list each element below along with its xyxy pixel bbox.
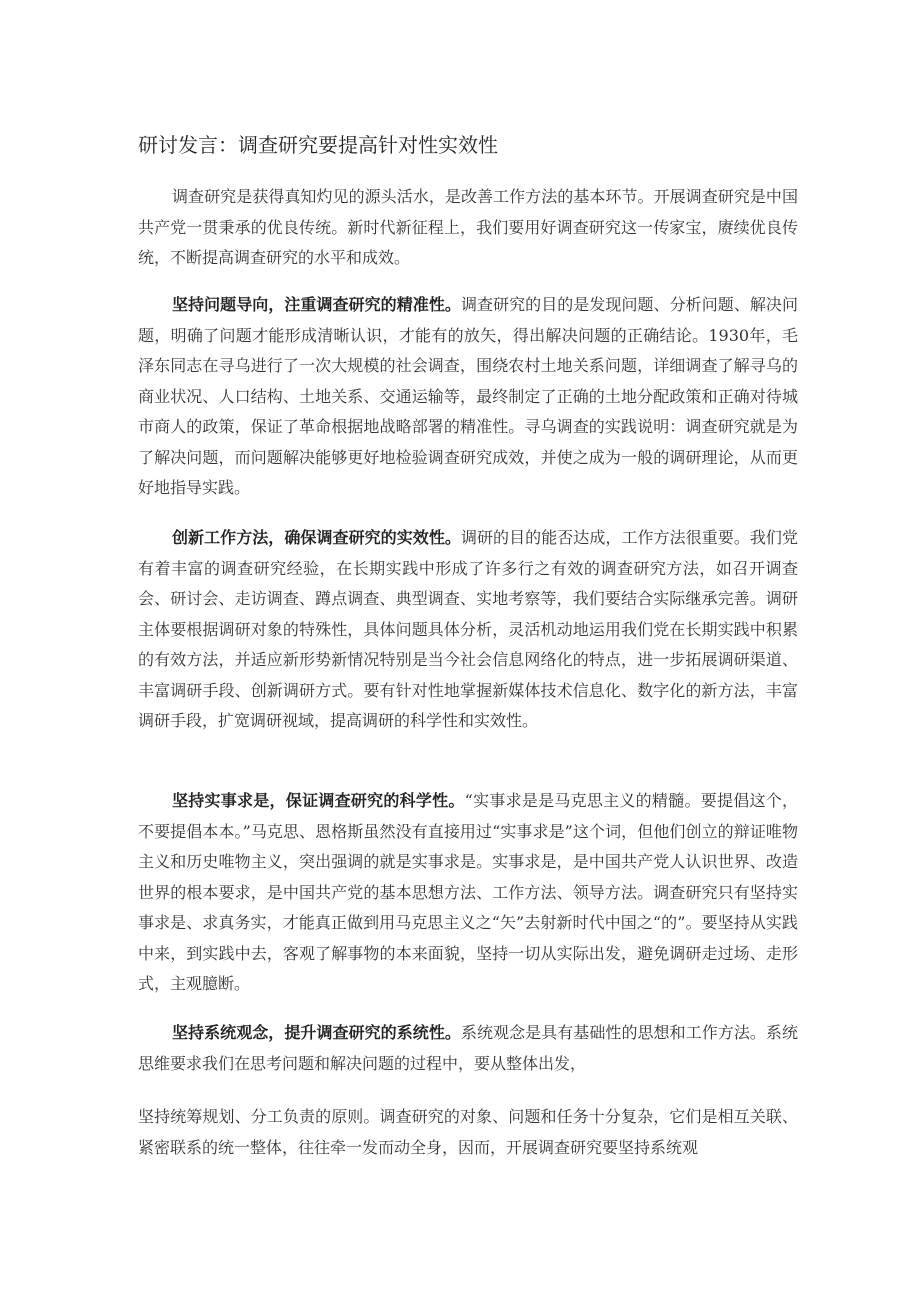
document-title: 研讨发言：调查研究要提高针对性实效性 xyxy=(138,133,498,157)
paragraph-text: 坚持统筹规划、分工负责的原则。调查研究的对象、问题和任务十分复杂，它们是相互关联、紧密联系的统一整体，往往牵一发而动全身，因而，开展调查研究要坚持系统观 xyxy=(138,1107,798,1157)
paragraph-text: 调查研究的目的是发现问题、分析问题、解决问题，明确了问题才能形成清晰认识，才能有的放矢，得出解决问题的正确结论。1930年，毛泽东同志在寻乌进行了一次大规模的社会调查，围绕农村土地关系问题，详细调查了解寻乌的商业状况、人口结构、土地关系、交通运输等，最终制定了正确的土地分配政策和正确对待城市商人的政策，保证了革命根据地战略部署的精准性。寻乌调查的实践说明：调查研究就是为了解决问题，而问题解决能够更好地检验调查研究成效，并使之成为一般的调研理论，从而更好地指导实践。 xyxy=(138,295,798,497)
paragraph-text: “实事求是是马克思主义的精髓。要提倡这个，不要提倡本本。”马克思、恩格斯虽然没有直接用过“实事求是”这个词，但他们创立的辩证唯物主义和历史唯物主义，突出强调的就是实事求是。实事求是，是中国共产党人认识世界、改造世界的根本要求，是中国共产党的基本思想方法、工作方法、领导方法。调查研究只有坚持实事求是、求真务实，才能真正做到用马克思主义之“矢”去射新时代中国之“的”。要坚持从实践中来，到实践中去，客观了解事物的本来面貌，坚持一切从实际出发，避免调研走过场、走形式，主观臆断。 xyxy=(138,791,798,993)
paragraph-system-view xyxy=(138,1018,798,1079)
paragraph-problem-orientation xyxy=(138,290,798,504)
paragraph-lead: 坚持系统观念，提升调查研究的系统性。 xyxy=(172,1023,461,1042)
paragraph-lead: 坚持问题导向，注重调查研究的精准性。 xyxy=(172,295,461,314)
paragraph-intro xyxy=(138,182,798,274)
paragraph-text: 系统观念是具有基础性的思想和工作方法。系统思维要求我们在思考问题和解决问题的过程中，要从整体出发， xyxy=(138,1023,798,1073)
paragraph-seek-truth xyxy=(138,786,798,1000)
paragraph-text: 调查研究是获得真知灼见的源头活水，是改善工作方法的基本环节。开展调查研究是中国共产党一贯秉承的优良传统。新时代新征程上，我们要用好调查研究这一传家宝，赓续优良传统，不断提高调查研究的水平和成效。 xyxy=(138,187,798,267)
paragraph-continuation xyxy=(138,1102,798,1163)
paragraph-text: 调研的目的能否达成，工作方法很重要。我们党有着丰富的调查研究经验，在长期实践中形成了许多行之有效的调查研究方法，如召开调查会、研讨会、走访调查、蹲点调查、典型调查、实地考察等，我们要结合实际继承完善。调研主体要根据调研对象的特殊性，具体问题具体分析，灵活机动地运用我们党在长期实践中积累的有效方法，并适应新形势新情况特别是当今社会信息网络化的特点，进一步拓展调研渠道、丰富调研手段、创新调研方式。要有针对性地掌握新媒体技术信息化、数字化的新方法，丰富调研手段，扩宽调研视域，提高调研的科学性和实效性。 xyxy=(138,528,798,730)
paragraph-work-methods xyxy=(138,523,798,737)
paragraph-lead: 创新工作方法，确保调查研究的实效性。 xyxy=(172,528,461,547)
paragraph-lead: 坚持实事求是，保证调查研究的科学性。 xyxy=(172,791,465,810)
